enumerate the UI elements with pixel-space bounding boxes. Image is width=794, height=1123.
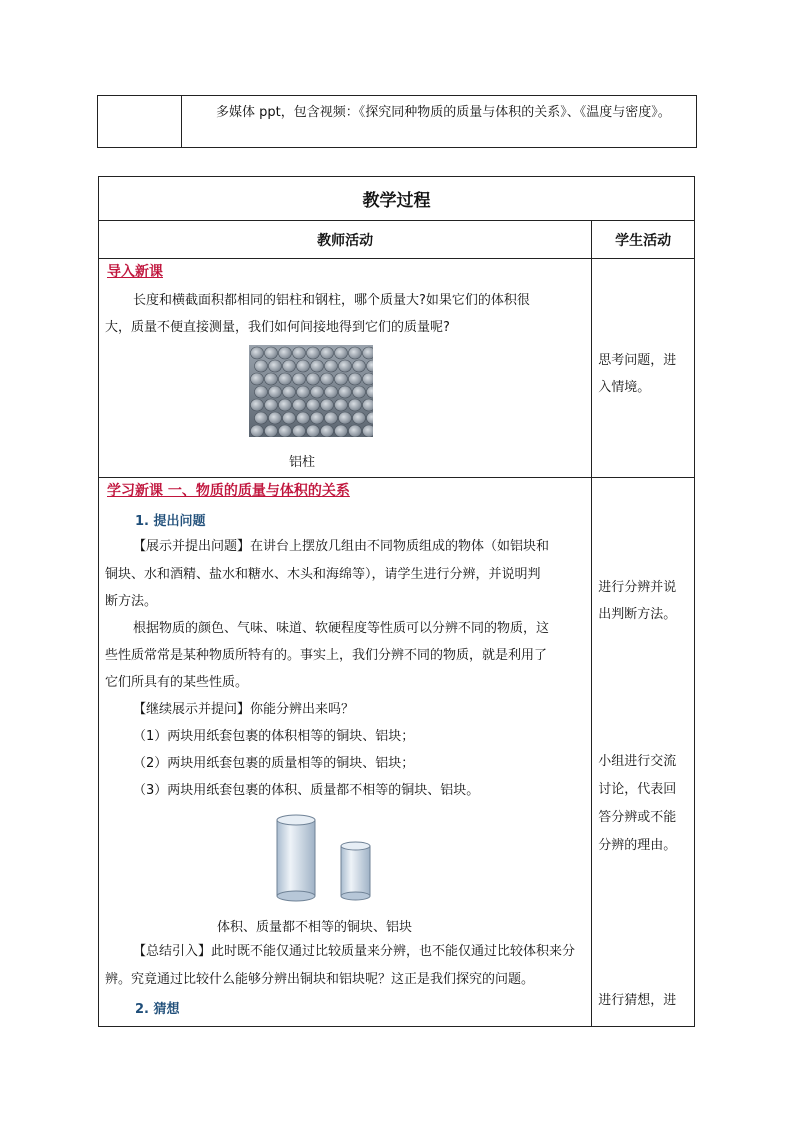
rod-end	[265, 373, 278, 385]
rod-end	[335, 425, 348, 437]
lesson-line6: 它们所具有的某些性质。	[105, 675, 249, 690]
rod-end	[325, 386, 338, 398]
lesson-heading: 学习新课 一、物质的质量与体积的关系	[107, 483, 350, 499]
lesson-line11: 【总结引入】此时既不能仅通过比较质量来分辨，也不能仅通过比较体积来分	[133, 944, 576, 959]
rod-end	[363, 425, 374, 437]
rod-end	[297, 386, 310, 398]
student-b-line1: 小组进行交流	[598, 754, 677, 769]
rod-end	[349, 425, 362, 437]
rod-end	[349, 399, 362, 411]
lesson-line7: 【继续展示并提问】你能分辨出来吗？	[133, 702, 355, 717]
rod-end	[279, 373, 292, 385]
resources-text	[182, 96, 697, 148]
lesson-line12: 辨。究竟通过比较什么能够分辨出铜块和铝块呢？这正是我们探究的问题。	[105, 972, 535, 987]
intro-heading: 导入新课	[107, 264, 163, 280]
rod-end	[335, 399, 348, 411]
intro-teacher-cell	[99, 259, 592, 478]
rod-end	[279, 347, 292, 359]
rod-end	[251, 373, 264, 385]
rod-end	[353, 386, 366, 398]
step2-heading: 2. 猜想	[135, 1002, 180, 1017]
lesson-line9: （2）两块用纸套包裹的质量相等的铜块、铝块；	[133, 756, 415, 771]
rod-end	[283, 360, 296, 372]
rod-end	[307, 425, 320, 437]
process-table	[98, 176, 695, 1027]
rod-end	[297, 360, 310, 372]
rod-end	[255, 386, 268, 398]
student-a-line2: 出判断方法。	[598, 607, 677, 622]
col-header-student: 学生活动	[592, 221, 695, 259]
rod-end	[251, 347, 264, 359]
student-c-line1: 进行猜想，进	[598, 993, 677, 1008]
lesson-line2: 铜块、水和酒精、盐水和糖水、木头和海绵等），请学生进行分辨，并说明判	[105, 567, 541, 582]
intro-para-line1: 长度和横截面积都相同的铝柱和钢柱，哪个质量大?如果它们的体积很	[133, 293, 530, 308]
rod-end	[353, 360, 366, 372]
resources-table	[97, 95, 697, 148]
rod-end	[335, 347, 348, 359]
rod-end	[321, 399, 334, 411]
rod-end	[307, 399, 320, 411]
rod-end	[283, 412, 296, 424]
rod-end	[339, 412, 352, 424]
cylinders-caption: 体积、质量都不相等的铜块、铝块	[217, 920, 413, 935]
rod-end	[293, 425, 306, 437]
lesson-student-cell	[592, 478, 695, 1027]
rod-end	[297, 412, 310, 424]
resources-label-cell	[98, 96, 182, 148]
rod-end	[363, 399, 374, 411]
rod-end	[325, 360, 338, 372]
lesson-line5: 些性质常常是某种物质所特有的。事实上，我们分辨不同的物质，就是利用了	[105, 648, 548, 663]
rod-end	[349, 373, 362, 385]
rod-end	[307, 347, 320, 359]
intro-student-line1: 思考问题，进	[598, 353, 677, 368]
rod-end	[311, 386, 324, 398]
rod-end	[255, 412, 268, 424]
rod-end	[293, 373, 306, 385]
rod-end	[363, 347, 374, 359]
intro-image-caption: 铝柱	[289, 455, 316, 470]
rod-end	[325, 412, 338, 424]
rod-end	[293, 399, 306, 411]
intro-student-cell	[592, 259, 695, 478]
rod-end	[251, 425, 264, 437]
rod-end	[283, 386, 296, 398]
rod-end	[269, 412, 282, 424]
intro-student-line2: 入情境。	[598, 380, 651, 395]
rod-end	[265, 425, 278, 437]
student-b-line3: 答分辨或不能	[598, 810, 677, 825]
lesson-line1: 【展示并提出问题】在讲台上摆放几组由不同物质组成的物体（如铝块和	[133, 539, 550, 554]
lesson-line4: 根据物质的颜色、气味、味道、软硬程度等性质可以分辨不同的物质，这	[133, 621, 550, 636]
aluminum-rods-image	[249, 345, 373, 437]
cylinders-image	[275, 812, 379, 904]
lesson-line10: （3）两块用纸套包裹的体积、质量都不相等的铜块、铝块。	[133, 783, 480, 798]
rod-end	[349, 347, 362, 359]
student-b-line2: 讨论，代表回	[598, 782, 677, 797]
rod-end	[339, 386, 352, 398]
resources-text-body: 多媒体 ppt，包含视频：《探究同种物质的质量与体积的关系》、《温度与密度》。	[216, 105, 671, 120]
rod-end	[269, 360, 282, 372]
rod-end	[321, 347, 334, 359]
rod-end	[321, 425, 334, 437]
rod-end	[311, 360, 324, 372]
rod-end	[353, 412, 366, 424]
rod-end	[279, 399, 292, 411]
student-a-line1: 进行分辨并说	[598, 580, 677, 595]
step1-heading: 1. 提出问题	[135, 514, 206, 529]
lesson-teacher-cell	[99, 478, 592, 1027]
rod-end	[279, 425, 292, 437]
intro-para-line2: 大，质量不便直接测量，我们如何间接地得到它们的质量呢?	[105, 320, 450, 335]
rod-end	[265, 399, 278, 411]
process-title: 教学过程	[99, 177, 695, 221]
rod-end	[265, 347, 278, 359]
rod-end	[335, 373, 348, 385]
col-header-teacher: 教师活动	[99, 221, 592, 259]
rod-end	[293, 347, 306, 359]
rod-end	[311, 412, 324, 424]
rod-end	[251, 399, 264, 411]
rod-end	[339, 360, 352, 372]
rod-end	[269, 386, 282, 398]
lesson-line8: （1）两块用纸套包裹的体积相等的铜块、铝块；	[133, 729, 415, 744]
rod-end	[363, 373, 374, 385]
rod-end	[255, 360, 268, 372]
rod-end	[307, 373, 320, 385]
rod-end	[321, 373, 334, 385]
lesson-line3: 断方法。	[105, 594, 158, 609]
student-b-line4: 分辨的理由。	[598, 838, 677, 853]
